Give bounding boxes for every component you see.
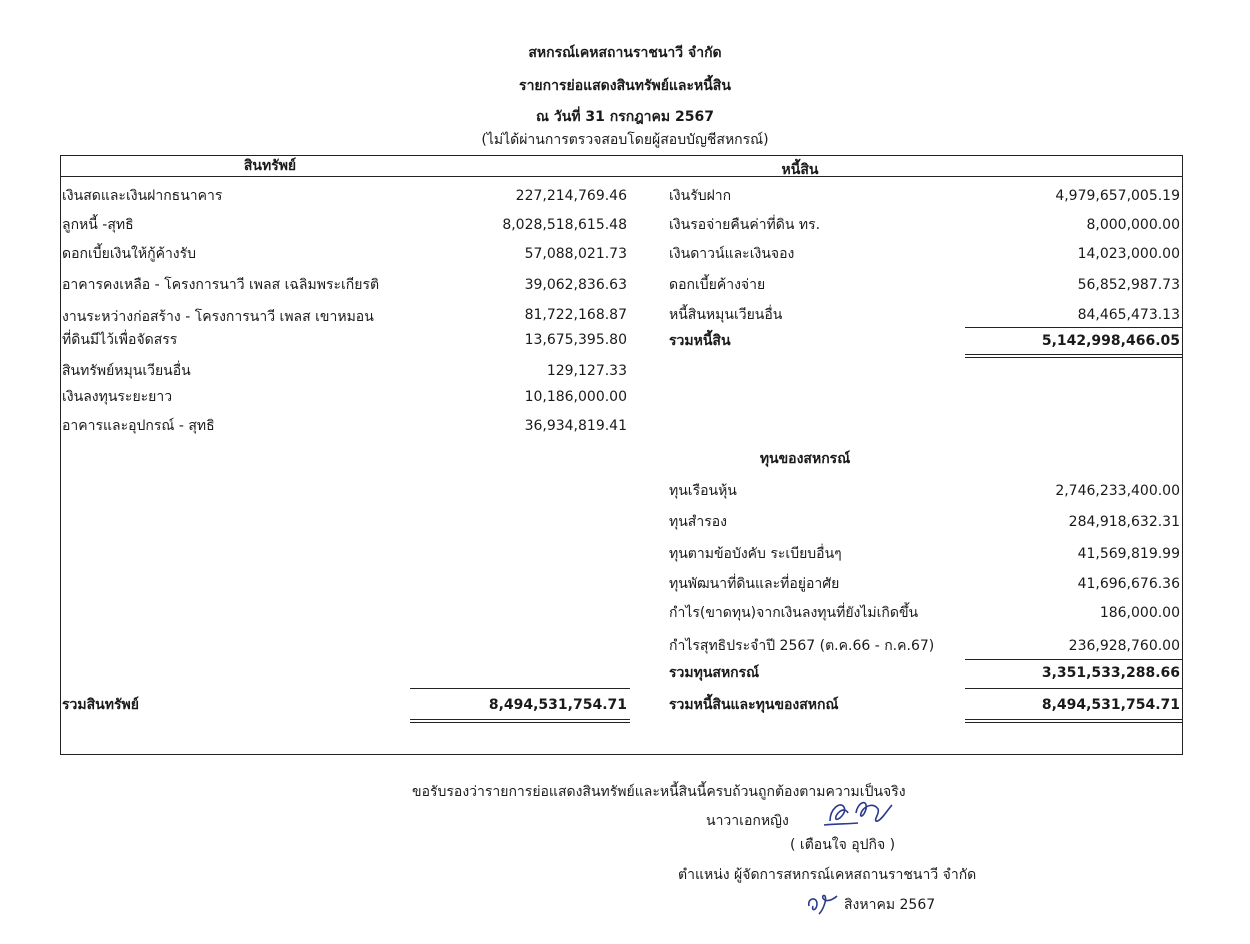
subtotal-rule xyxy=(410,688,630,689)
equity-label: ทุนสำรอง xyxy=(669,514,727,530)
signer-name: ( เตือนใจ อุปกิจ ) xyxy=(790,837,896,853)
liability-value: 56,852,987.73 xyxy=(1077,277,1180,293)
liability-value: 84,465,473.13 xyxy=(1077,307,1180,323)
asset-label: อาคารคงเหลือ - โครงการนาวี เพลส เฉลิมพระเกียรติ xyxy=(62,277,380,293)
equity-value: 41,696,676.36 xyxy=(1077,576,1180,592)
equity-value: 41,569,819.99 xyxy=(1077,546,1180,562)
total-double-rule xyxy=(410,719,630,720)
asset-value: 39,062,836.63 xyxy=(524,277,627,293)
equity-label: ทุนพัฒนาที่ดินและที่อยู่อาศัย xyxy=(669,576,840,592)
asset-label: อาคารและอุปกรณ์ - สุทธิ xyxy=(62,418,215,434)
asset-label: สินทรัพย์หมุนเวียนอื่น xyxy=(62,363,191,379)
equity-value: 186,000.00 xyxy=(1099,605,1180,621)
equity-value: 2,746,233,400.00 xyxy=(1055,483,1180,499)
org-name: สหกรณ์เคหสถานราชนาวี จำกัด xyxy=(528,45,722,61)
signing-date: สิงหาคม 2567 xyxy=(844,897,936,913)
handwritten-day-mark xyxy=(805,890,839,918)
asset-label: ดอกเบี้ยเงินให้กู้ค้างรับ xyxy=(62,246,197,262)
equity-value: 284,918,632.31 xyxy=(1068,514,1180,530)
asset-value: 129,127.33 xyxy=(546,363,627,379)
liability-label: เงินรับฝาก xyxy=(669,188,732,204)
asset-value: 81,722,168.87 xyxy=(524,307,627,323)
equity-label: ทุนเรือนหุ้น xyxy=(669,483,737,499)
heading-rule xyxy=(60,176,1183,177)
asset-label: เงินลงทุนระยะยาว xyxy=(62,389,173,405)
liabilities-total-label: รวมหนี้สิน xyxy=(669,333,731,349)
liability-value: 8,000,000.00 xyxy=(1086,217,1180,233)
assets-heading: สินทรัพย์ xyxy=(243,158,297,174)
asset-value: 13,675,395.80 xyxy=(524,332,627,348)
equity-label: กำไร(ขาดทุน)จากเงินลงทุนที่ยังไม่เกิดขึ้น xyxy=(669,605,919,621)
subtotal-rule xyxy=(965,688,1182,689)
total-double-rule xyxy=(965,722,1182,723)
asset-value: 57,088,021.73 xyxy=(524,246,627,262)
equity-label: ทุนตามข้อบังคับ ระเบียบอื่นๆ xyxy=(669,546,842,562)
signer-rank: นาวาเอกหญิง xyxy=(706,813,789,829)
equity-label: กำไรสุทธิประจำปี 2567 (ต.ค.66 - ก.ค.67) xyxy=(669,638,935,654)
asset-label: งานระหว่างก่อสร้าง - โครงการนาวี เพลส เขาหมอน xyxy=(62,309,374,325)
liability-label: เงินรอจ่ายคืนค่าที่ดิน ทร. xyxy=(669,217,821,233)
asset-value: 10,186,000.00 xyxy=(524,389,627,405)
report-date: ณ วันที่ 31 กรกฎาคม 2567 xyxy=(536,109,714,125)
liability-value: 14,023,000.00 xyxy=(1077,246,1180,262)
equity-value: 236,928,760.00 xyxy=(1068,638,1180,654)
liability-label: เงินดาวน์และเงินจอง xyxy=(669,246,795,262)
equity-total-value: 3,351,533,288.66 xyxy=(1041,665,1180,681)
asset-value: 36,934,819.41 xyxy=(524,418,627,434)
signature-image xyxy=(822,795,894,833)
liabilities-heading: หนี้สิน xyxy=(781,162,819,178)
assets-total-value: 8,494,531,754.71 xyxy=(488,697,627,713)
subtotal-rule xyxy=(965,327,1182,328)
total-double-rule xyxy=(965,719,1182,720)
grand-total-value: 8,494,531,754.71 xyxy=(1041,697,1180,713)
assets-total-label: รวมสินทรัพย์ xyxy=(62,697,139,713)
total-double-rule xyxy=(410,722,630,723)
asset-label: เงินสดและเงินฝากธนาคาร xyxy=(62,188,223,204)
liability-value: 4,979,657,005.19 xyxy=(1055,188,1180,204)
asset-label: ลูกหนี้ -สุทธิ xyxy=(62,217,134,233)
asset-label: ที่ดินมีไว้เพื่อจัดสรร xyxy=(62,332,178,348)
total-double-rule xyxy=(965,354,1182,355)
subtotal-rule xyxy=(965,659,1182,660)
report-title: รายการย่อแสดงสินทรัพย์และหนี้สิน xyxy=(519,78,731,94)
equity-total-label: รวมทุนสหกรณ์ xyxy=(669,665,760,681)
certification-text: ขอรับรองว่ารายการย่อแสดงสินทรัพย์และหนี้สินนี้ครบถ้วนถูกต้องตามความเป็นจริง xyxy=(412,784,906,800)
asset-value: 8,028,518,615.48 xyxy=(502,217,627,233)
liability-label: หนี้สินหมุนเวียนอื่น xyxy=(669,307,783,323)
equity-heading: ทุนของสหกรณ์ xyxy=(759,451,851,467)
asset-value: 227,214,769.46 xyxy=(515,188,627,204)
audit-note: (ไม่ได้ผ่านการตรวจสอบโดยผู้สอบบัญชีสหกรณ์) xyxy=(481,132,769,148)
total-double-rule xyxy=(965,357,1182,358)
signer-position: ตำแหน่ง ผู้จัดการสหกรณ์เคหสถานราชนาวี จำกัด xyxy=(678,867,977,883)
liabilities-total-value: 5,142,998,466.05 xyxy=(1041,333,1180,349)
grand-total-label: รวมหนี้สินและทุนของสหกณ์ xyxy=(669,697,839,713)
liability-label: ดอกเบี้ยค้างจ่าย xyxy=(669,277,766,293)
